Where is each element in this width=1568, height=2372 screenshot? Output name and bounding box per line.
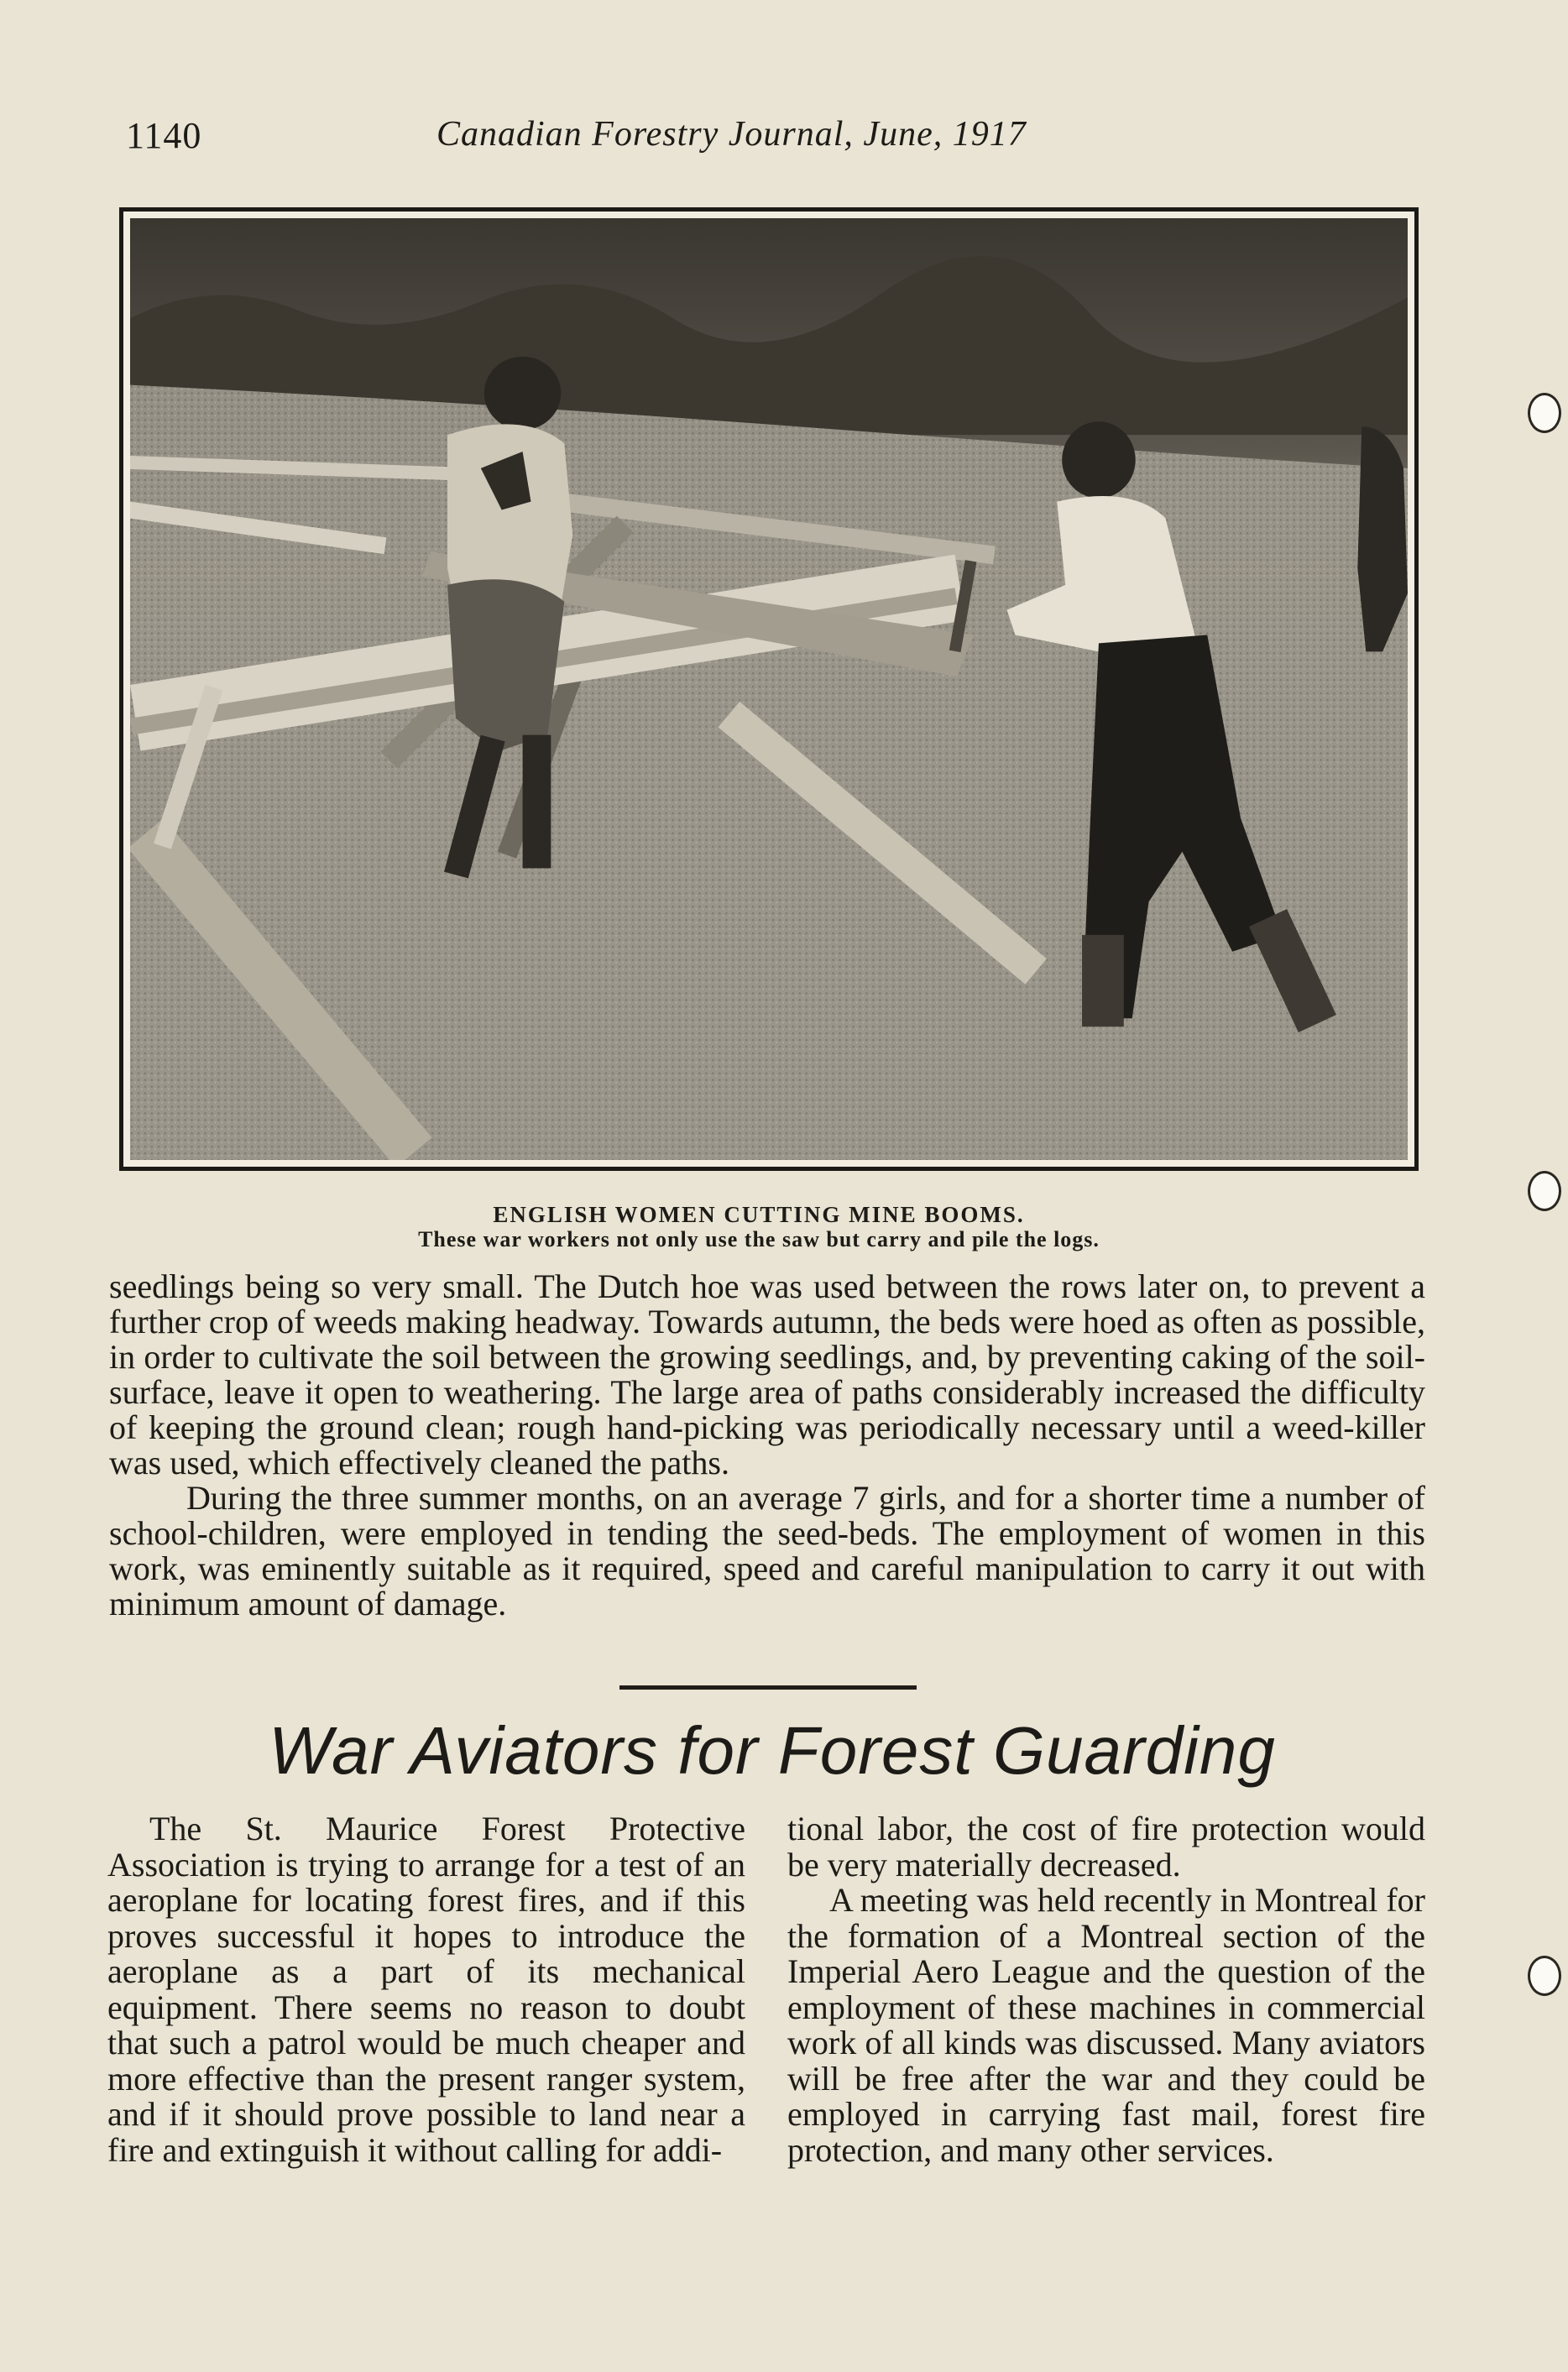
paragraph: During the three summer months, on an average 7 girls, and for a shorter time a number of school-children, were employed in tending the seed-beds. The employment of women in this work, was eminently suitable as it required, speed and careful manipulation to carry it out with minimum amount of damage. [109, 1479, 1425, 1622]
binding-hole [1528, 1956, 1561, 1996]
photo-women-sawing-logs [130, 218, 1408, 1160]
paragraph: The St. Maurice Forest Protective Association is trying to arrange for a test of an aeroplane for locating forest fires, and if this proves successful it hopes to introduce the aeroplane as a part of its mechanical equipment. There seems no reason to doubt that such a patrol would be much cheaper and more effective than the present ranger system, and if it should prove possible to land near a fire and extinguish it without calling for addi- [107, 1810, 745, 2169]
article-column-right [787, 1811, 1425, 2168]
section-divider [619, 1685, 917, 1690]
figure-caption-subtitle: These war workers not only use the saw but carry and pile the logs. [418, 1227, 1100, 1251]
paragraph: tional labor, the cost of fire protection would be very materially decreased. [787, 1810, 1425, 1883]
binding-hole [1528, 393, 1561, 433]
continued-article-text [109, 1269, 1425, 1622]
article-headline: War Aviators for Forest Guarding [269, 1713, 1276, 1788]
article-column-left [107, 1811, 745, 2168]
running-head: Canadian Forestry Journal, June, 1917 [436, 115, 1027, 154]
figure-caption-title: ENGLISH WOMEN CUTTING MINE BOOMS. [493, 1202, 1025, 1227]
paragraph: seedlings being so very small. The Dutch hoe was used between the rows later on, to prevent a further crop of weeds making headway. Towards autumn, the beds were hoed as often as possible, in order to cultivate the soil between the growing seedlings, and, by preventing caking of the soil-surface, leave it open to weathering. The large area of paths considerably increased the difficulty of keeping the ground clean; rough hand-picking was periodically necessary until a weed-killer was used, which effectively cleaned the paths. [109, 1267, 1425, 1481]
paragraph: A meeting was held recently in Montreal for the formation of a Montreal section of the Imperial Aero League and the question of the employment of these machines in commercial work of all kinds was discussed. Many aviators will be free after the war and they could be employed in carrying fast mail, forest fire protection, and many other services. [787, 1881, 1425, 2169]
binding-hole [1528, 1171, 1561, 1211]
page-number: 1140 [126, 115, 202, 156]
photograph [119, 207, 1419, 1171]
